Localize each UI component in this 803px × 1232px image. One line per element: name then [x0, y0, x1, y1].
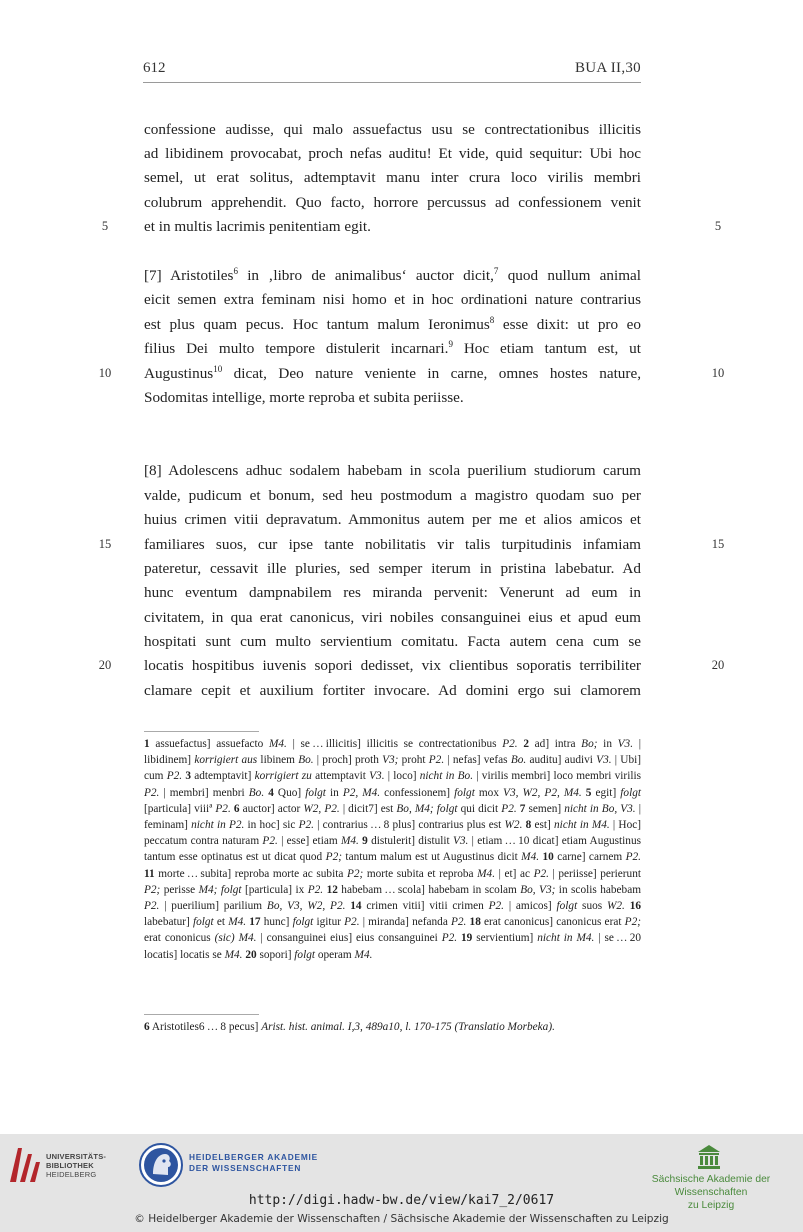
ub-heidelberg-logo[interactable]	[8, 1144, 118, 1190]
footnote-ref: 6	[233, 266, 238, 276]
text-line: eicit semen extra feminam nisi homo et in hoc ordinationi nature contrarius	[144, 291, 641, 308]
line-number: 15	[98, 537, 112, 551]
ub-emblem-icon	[8, 1144, 42, 1184]
line-number: 10	[711, 366, 725, 380]
line-number: 5	[714, 219, 722, 233]
footnote-ref: 8	[489, 315, 495, 325]
text-line: filius Dei multo tempore distulerit incarnari.$^9$ Hoc etiam tantum est, ut	[144, 339, 641, 357]
hadw-logo[interactable]	[138, 1142, 338, 1194]
text-line: est plus quam pecus. Hoc tantum malum Ieronimus$^8$ esse dixit: ut pro eo	[144, 315, 641, 333]
permalink-url[interactable]: http://digi.hadw-bw.de/view/kai7_2/0617	[248, 1193, 555, 1208]
copyright-notice: © Heidelberger Akademie der Wissenschaften / Sächsische Akademie der Wissenschaften zu Leipzig	[134, 1213, 669, 1225]
text-line: [8] Adolescens adhuc sodalem habebam in scola puerilium studiorum carum	[144, 462, 641, 479]
footnote-ref: 7	[493, 266, 499, 276]
text-line: valde, pudicum et bonum, sed heu postmodum a magistro quodam suo per	[144, 487, 641, 504]
running-header	[143, 58, 641, 83]
critical-apparatus: 1 assuefactus] assuefacto M4. | se … illicitis] illicitis se contrectationibus P2. 2 ad] intra Bo; in V3. | libidinem] korrigiert aus libinem Bo. | proch] proth V3; proht P2. | nefas] vefas Bo. auditu] audivi V3. | Ubi] cum P2. 3 adtemptavit] korrigiert zu attemptavit V3. | loco] nicht in Bo. | virilis membri] loco membri virilis P2. | membri] menbri Bo. 4 Quo] folgt in P2, M4. confessionem] folgt mox V3, W2, P2, M4. 5 egit] folgt [particula] viiiª P2. 6 auctor] actor W2, P2. | dicit7] est Bo, M4; folgt qui dicit P2. 7 semen] nicht in Bo, V3. | feminam] nicht in P2. in hoc] sic P2. | contrarius … 8 plus] contrarius plus est W2. 8 est] nicht in M4. | Hoc] peccatum contra naturam P2. | esse] etiam M4. 9 distulerit] distulit V3. | etiam … 10 dicat] etiam Augustinus tantum esse optinatus est ut dicat quod P2; tantum malum est ut Augustinus dicit M4. 10 carne] carnem P2. 11 morte … subita] reproba morte ac subita P2; morte subita et reproba M4. | et] ac P2. | periisse] perierunt P2; perisse M4; folgt [particula] ix P2. 12 habebam … scola] habebam in scolam Bo, V3; in scolis habebam P2. | puerilium] parilium Bo, V3, W2, P2. 14 crimen vitii] vitii crimen P2. | amicos] folgt suos W2. 16 labebatur] folgt et M4. 17 hunc] folgt igitur P2. | miranda] nefanda P2. 18 erat canonicus] canonicus erat P2; erat cononicus (sic) M4. | consanguinei eius] eius consanguinei P2. 19 servientium] nicht in M4. | se … 20 locatis] locatis se M4. 20 sopori] folgt operam M4.	[144, 738, 642, 961]
text-line: familiares suos, cur ipse tante nobilitatis vir talis turpitudinis infamiam	[144, 536, 641, 553]
saw-building-icon	[696, 1144, 722, 1170]
source-rule	[144, 1014, 259, 1015]
text-line: ad libidinem provocabat, proch nefas auditu! Et vide, quid sequitur: Ubi hoc	[144, 145, 641, 162]
text-line: semel, ut erat solitus, adtemptavit manu inter crura loco virilis membri	[144, 169, 641, 186]
ub-name-line: BIBLIOTHEK	[46, 1161, 94, 1170]
text-line: locatis hospitibus iuvenis sopori dedisset, vix clientibus soporatis terribiliter	[144, 657, 641, 674]
text-line: civitatem, in qua erat canonicus, viri nobiles consanguinei eius et apud eum	[144, 609, 641, 626]
text-line: colubrum apprehendit. Quo facto, horrore percussus ad confessionem venit	[144, 194, 641, 211]
text-line: Augustinus$^{10}$ dicat, Deo nature veniente in carne, omnes hostes nature,	[144, 364, 641, 382]
source-note: 6 Aristotiles6 … 8 pecus] Arist. hist. animal. I,3, 489a10, l. 170-175 (Translatio Morbeka).	[144, 1021, 555, 1033]
ub-name-line: UNIVERSITÄTS-	[46, 1152, 107, 1161]
text-line: Sodomitas intellige, morte reproba et subita periisse.	[144, 389, 464, 406]
text-line: clamare cepit et auxilium fortiter invocare. Ad domini ergo sui clamorem	[144, 682, 641, 699]
hadw-name-line: DER WISSENSCHAFTEN	[189, 1163, 302, 1173]
text-line: pateretur, cessavit ille pluries, sed semper iterum in pristina labebatur. Ad	[144, 560, 641, 577]
text-line: hunc eventum dampnabilem res miranda pervenit: Venerunt ad eum in	[144, 584, 641, 601]
line-number: 15	[711, 537, 725, 551]
text-line: et in multis lacrimis penitentiam egit.	[144, 218, 371, 235]
text-line: confessione audisse, qui malo assuefactus usu se contrectationibus illicitis	[144, 121, 641, 138]
line-number: 10	[98, 366, 112, 380]
running-head: BUA II,30	[574, 60, 641, 76]
hadw-name-line: HEIDELBERGER AKADEMIE	[189, 1152, 318, 1162]
saw-name-line: Sächsische Akademie der Wissenschaften	[651, 1174, 771, 1198]
text-line: huius crimen vitii depravatum. Ammonitus autem per me et alios amicos et	[144, 511, 641, 528]
line-number: 5	[101, 219, 109, 233]
saw-name-line: zu Leipzig	[687, 1200, 735, 1211]
text-line: [7] Aristotiles$^6$ in ‚libro de animalibus‘ auctor dicit,$^7$ quod nullum animal	[144, 266, 641, 284]
ub-name-line: HEIDELBERG	[46, 1170, 97, 1179]
footnote-ref: 10	[213, 364, 223, 374]
athena-head-icon	[138, 1142, 184, 1188]
line-number: 20	[711, 658, 725, 672]
page-number: 612	[143, 60, 166, 76]
text-line: hospitati sunt cum multo servientium comitatu. Facta autem cena cum se	[144, 633, 641, 650]
footnote-rule	[144, 731, 259, 732]
line-number: 20	[98, 658, 112, 672]
footnote-ref: 9	[448, 339, 453, 349]
